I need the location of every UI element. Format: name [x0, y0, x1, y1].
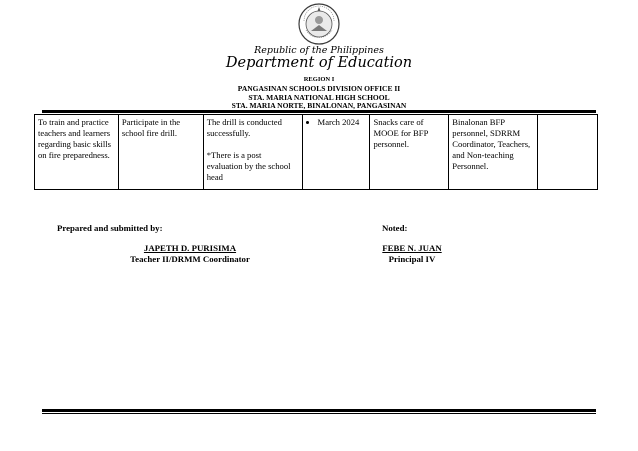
noted-name: FEBE N. JUAN [382, 243, 442, 253]
prepared-position: Teacher II/DRMM Coordinator [130, 254, 250, 264]
noted-position: Principal IV [388, 254, 436, 264]
prepared-name: JAPETH D. PURISIMA [143, 243, 237, 253]
outcome-note: *There is a post evaluation by the school head [206, 150, 291, 182]
remarks-cell [538, 115, 598, 190]
region-line: REGION I [303, 76, 335, 83]
noted-label: Noted: [382, 223, 408, 233]
republic-line: Republic of the Philippines [254, 45, 384, 56]
school-line: STA. MARIA NATIONAL HIGH SCHOOL [248, 93, 390, 102]
resources-cell: Snacks care of MOOE for BFP personnel. [370, 115, 449, 190]
footer-rule-thin [42, 413, 596, 414]
persons-cell: Binalonan BFP personnel, SDRRM Coordinator, Teachers, and Non-teaching Personnel. [449, 115, 538, 190]
table-row [35, 115, 598, 190]
deped-seal-icon [298, 3, 340, 45]
activity-cell: Participate in the school fire drill. [118, 115, 203, 190]
department-title: Department of Education [225, 55, 413, 71]
objective-cell: To train and practice teachers and learners regarding basic skills on fire preparedness. [35, 115, 119, 190]
header-rule [42, 110, 596, 113]
activity-table [34, 114, 598, 190]
timeline-item: • March 2024 [318, 117, 367, 128]
outcome-cell [203, 115, 302, 190]
division-line: PANGASINAN SCHOOLS DIVISION OFFICE II [237, 84, 401, 93]
footer-rule [42, 409, 596, 412]
prepared-label: Prepared and submitted by: [57, 223, 163, 233]
timeline-cell [302, 115, 370, 190]
outcome-text: The drill is conducted successfully. [206, 117, 282, 138]
address-line: STA. MARIA NORTE, BINALONAN, PANGASINAN [231, 101, 407, 110]
